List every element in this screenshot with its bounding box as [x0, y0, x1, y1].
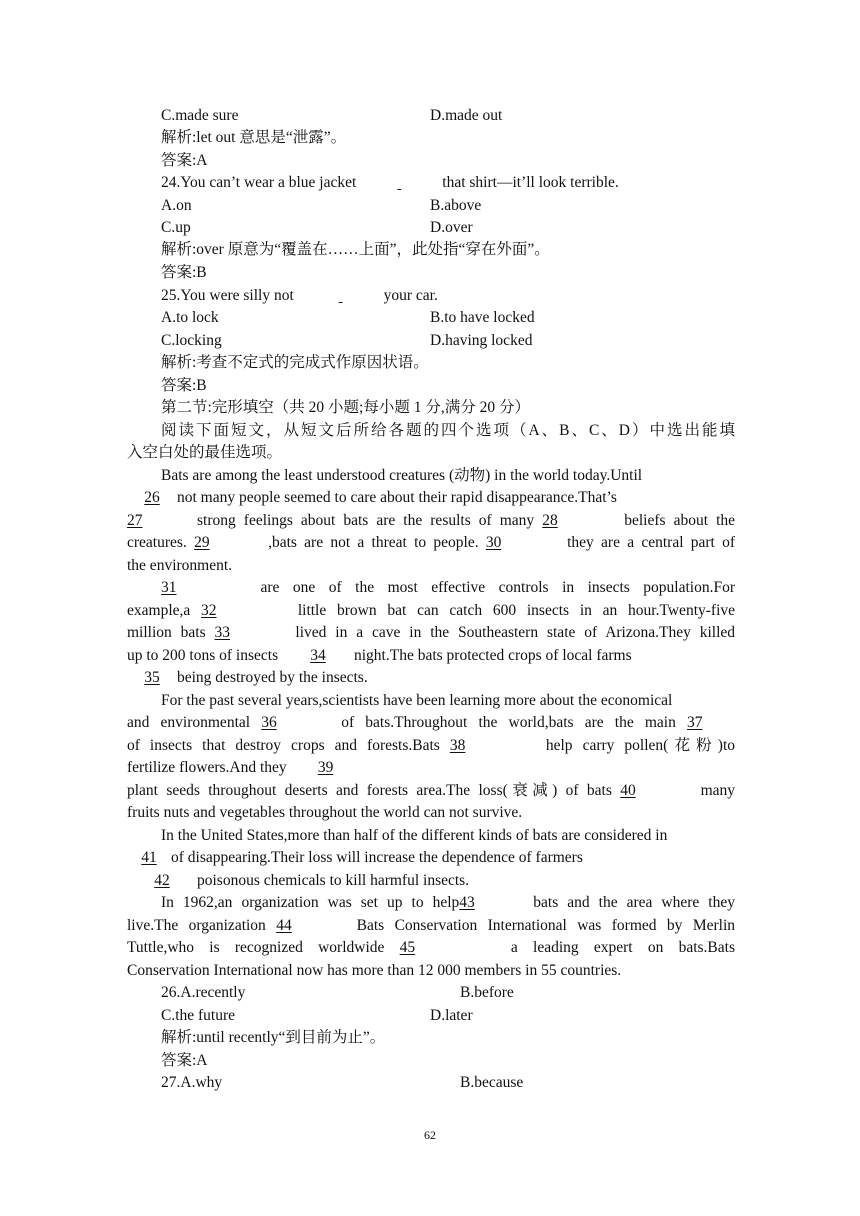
blank-27: 27: [127, 512, 143, 529]
q24-analysis: 解析:over 原意为“覆盖在……上面”，此处指“穿在外面”。: [161, 241, 550, 258]
q24-option-c: C.up: [161, 219, 191, 236]
q24-stem-a: 24.You can’t wear a blue jacket: [161, 174, 357, 191]
blank-29: 29: [194, 534, 210, 551]
passage-line-17: In the United States,more than half of the different kinds of bats are considered in: [161, 827, 668, 844]
q24-answer: 答案:B: [161, 264, 207, 281]
section-instruction-1: 阅读下面短文，从短文后所给各题的四个选项（A、B、C、D）中选出能填: [161, 422, 735, 439]
q26-option-a: 26.A.recently: [161, 984, 246, 1001]
blank-45: 45: [399, 939, 416, 956]
passage-line-1: Bats are among the least understood creatures (动物) in the world today.Until: [161, 467, 643, 484]
section-instruction-2: 入空白处的最佳选项。: [127, 444, 283, 461]
q25-answer: 答案:B: [161, 377, 207, 394]
q25-blank: [298, 285, 384, 307]
q24-option-a: A.on: [161, 197, 192, 214]
passage-line-7: example,a 32 little brown bat can catch 600 insects in an hour.Twenty-five: [127, 600, 735, 622]
q24-blank: [356, 172, 442, 194]
blank-42: 42: [154, 872, 170, 889]
blank-38: 38: [449, 737, 466, 754]
q24-option-b: B.above: [430, 197, 482, 214]
q23-answer: 答案:A: [161, 152, 208, 169]
passage-line-3: 27 strong feelings about bats are the results of many 28 beliefs about the: [127, 510, 735, 532]
passage-line-11: For the past several years,scientists have been learning more about the economical: [161, 692, 673, 709]
blank-33: 33: [214, 624, 231, 641]
passage-line-16: fruits nuts and vegetables throughout the world can not survive.: [127, 804, 523, 821]
passage-line-10: 35 being destroyed by the insects.: [127, 667, 735, 689]
passage-line-15: plant seeds throughout deserts and forests area.The loss(衰减) of bats 40 many: [127, 780, 735, 802]
q26-analysis: 解析:until recently“到目前为止”。: [161, 1029, 386, 1046]
passage-line-5: the environment.: [127, 557, 233, 574]
q26-option-d: D.later: [430, 1007, 473, 1024]
blank-32: 32: [201, 602, 217, 619]
passage-line-13: of insects that destroy crops and forests.Bats 38 help carry pollen(花粉)to: [127, 735, 735, 757]
blank-26: 26: [144, 489, 160, 506]
q25-option-d: D.having locked: [430, 332, 533, 349]
passage-line-18: 41 of disappearing.Their loss will increase the dependence of farmers: [127, 847, 735, 869]
passage-line-12: and environmental 36 of bats.Throughout the world,bats are the main 37: [127, 712, 735, 734]
blank-31: 31: [161, 579, 177, 596]
q23-analysis: 解析:let out 意思是“泄露”。: [161, 129, 347, 146]
passage-line-2: 26 not many people seemed to care about their rapid disappearance.That’s: [127, 487, 735, 509]
passage-line-6: 31 are one of the most effective controls in insects population.For: [161, 577, 735, 599]
blank-30: 30: [485, 534, 502, 551]
q24-stem: [161, 172, 735, 194]
q25-option-a: A.to lock: [161, 309, 219, 326]
section-heading: 第二节:完形填空（共 20 小题;每小题 1 分,满分 20 分）: [161, 399, 530, 416]
passage-line-22: Tuttle,who is recognized worldwide 45 a leading expert on bats.Bats: [127, 937, 735, 959]
q24-option-d: D.over: [430, 219, 473, 236]
page-number: 62: [424, 1128, 436, 1142]
q23-option-d: D.made out: [430, 107, 503, 124]
q25-option-c: C.locking: [161, 332, 222, 349]
passage-line-20: In 1962,an organization was set up to help43 bats and the area where they: [161, 892, 735, 914]
q25-stem-a: 25.You were silly not: [161, 287, 298, 304]
q26-option-c: C.the future: [161, 1007, 236, 1024]
blank-44: 44: [276, 917, 292, 934]
q24-stem-b: that shirt—it’ll look terrible.: [442, 174, 619, 191]
passage-line-21: live.The organization 44 Bats Conservation International was formed by Merlin: [127, 915, 735, 937]
blank-43: 43: [459, 894, 475, 911]
blank-40: 40: [620, 782, 636, 799]
q23-option-c: C.made sure: [161, 107, 239, 124]
blank-37: 37: [687, 714, 703, 731]
passage-line-4: creatures. 29 ,bats are not a threat to people. 30 they are a central part of: [127, 532, 735, 554]
q25-stem: [161, 285, 735, 307]
passage-line-8: million bats 33 lived in a cave in the Southeastern state of Arizona.They killed: [127, 622, 735, 644]
blank-35: 35: [144, 669, 160, 686]
q27-option-b: B.because: [460, 1074, 524, 1091]
blank-28: 28: [542, 512, 558, 529]
q25-stem-b: your car.: [383, 287, 438, 304]
q25-option-b: B.to have locked: [430, 309, 535, 326]
q26-option-b: B.before: [460, 984, 514, 1001]
blank-39: 39: [317, 759, 334, 776]
q26-answer: 答案:A: [161, 1052, 208, 1069]
blank-36: 36: [261, 714, 277, 731]
passage-line-23: Conservation International now has more than 12 000 members in 55 countries.: [127, 962, 622, 979]
q27-option-a: 27.A.why: [161, 1074, 223, 1091]
blank-41: 41: [141, 849, 157, 866]
blank-34: 34: [310, 647, 326, 664]
q25-analysis: 解析:考查不定式的完成式作原因状语。: [161, 354, 429, 371]
passage-line-14: fertilize flowers.And they 39: [127, 757, 735, 779]
passage-line-9: up to 200 tons of insects 34 night.The bats protected crops of local farms: [127, 645, 735, 667]
passage-line-19: 42 poisonous chemicals to kill harmful insects.: [127, 870, 735, 892]
